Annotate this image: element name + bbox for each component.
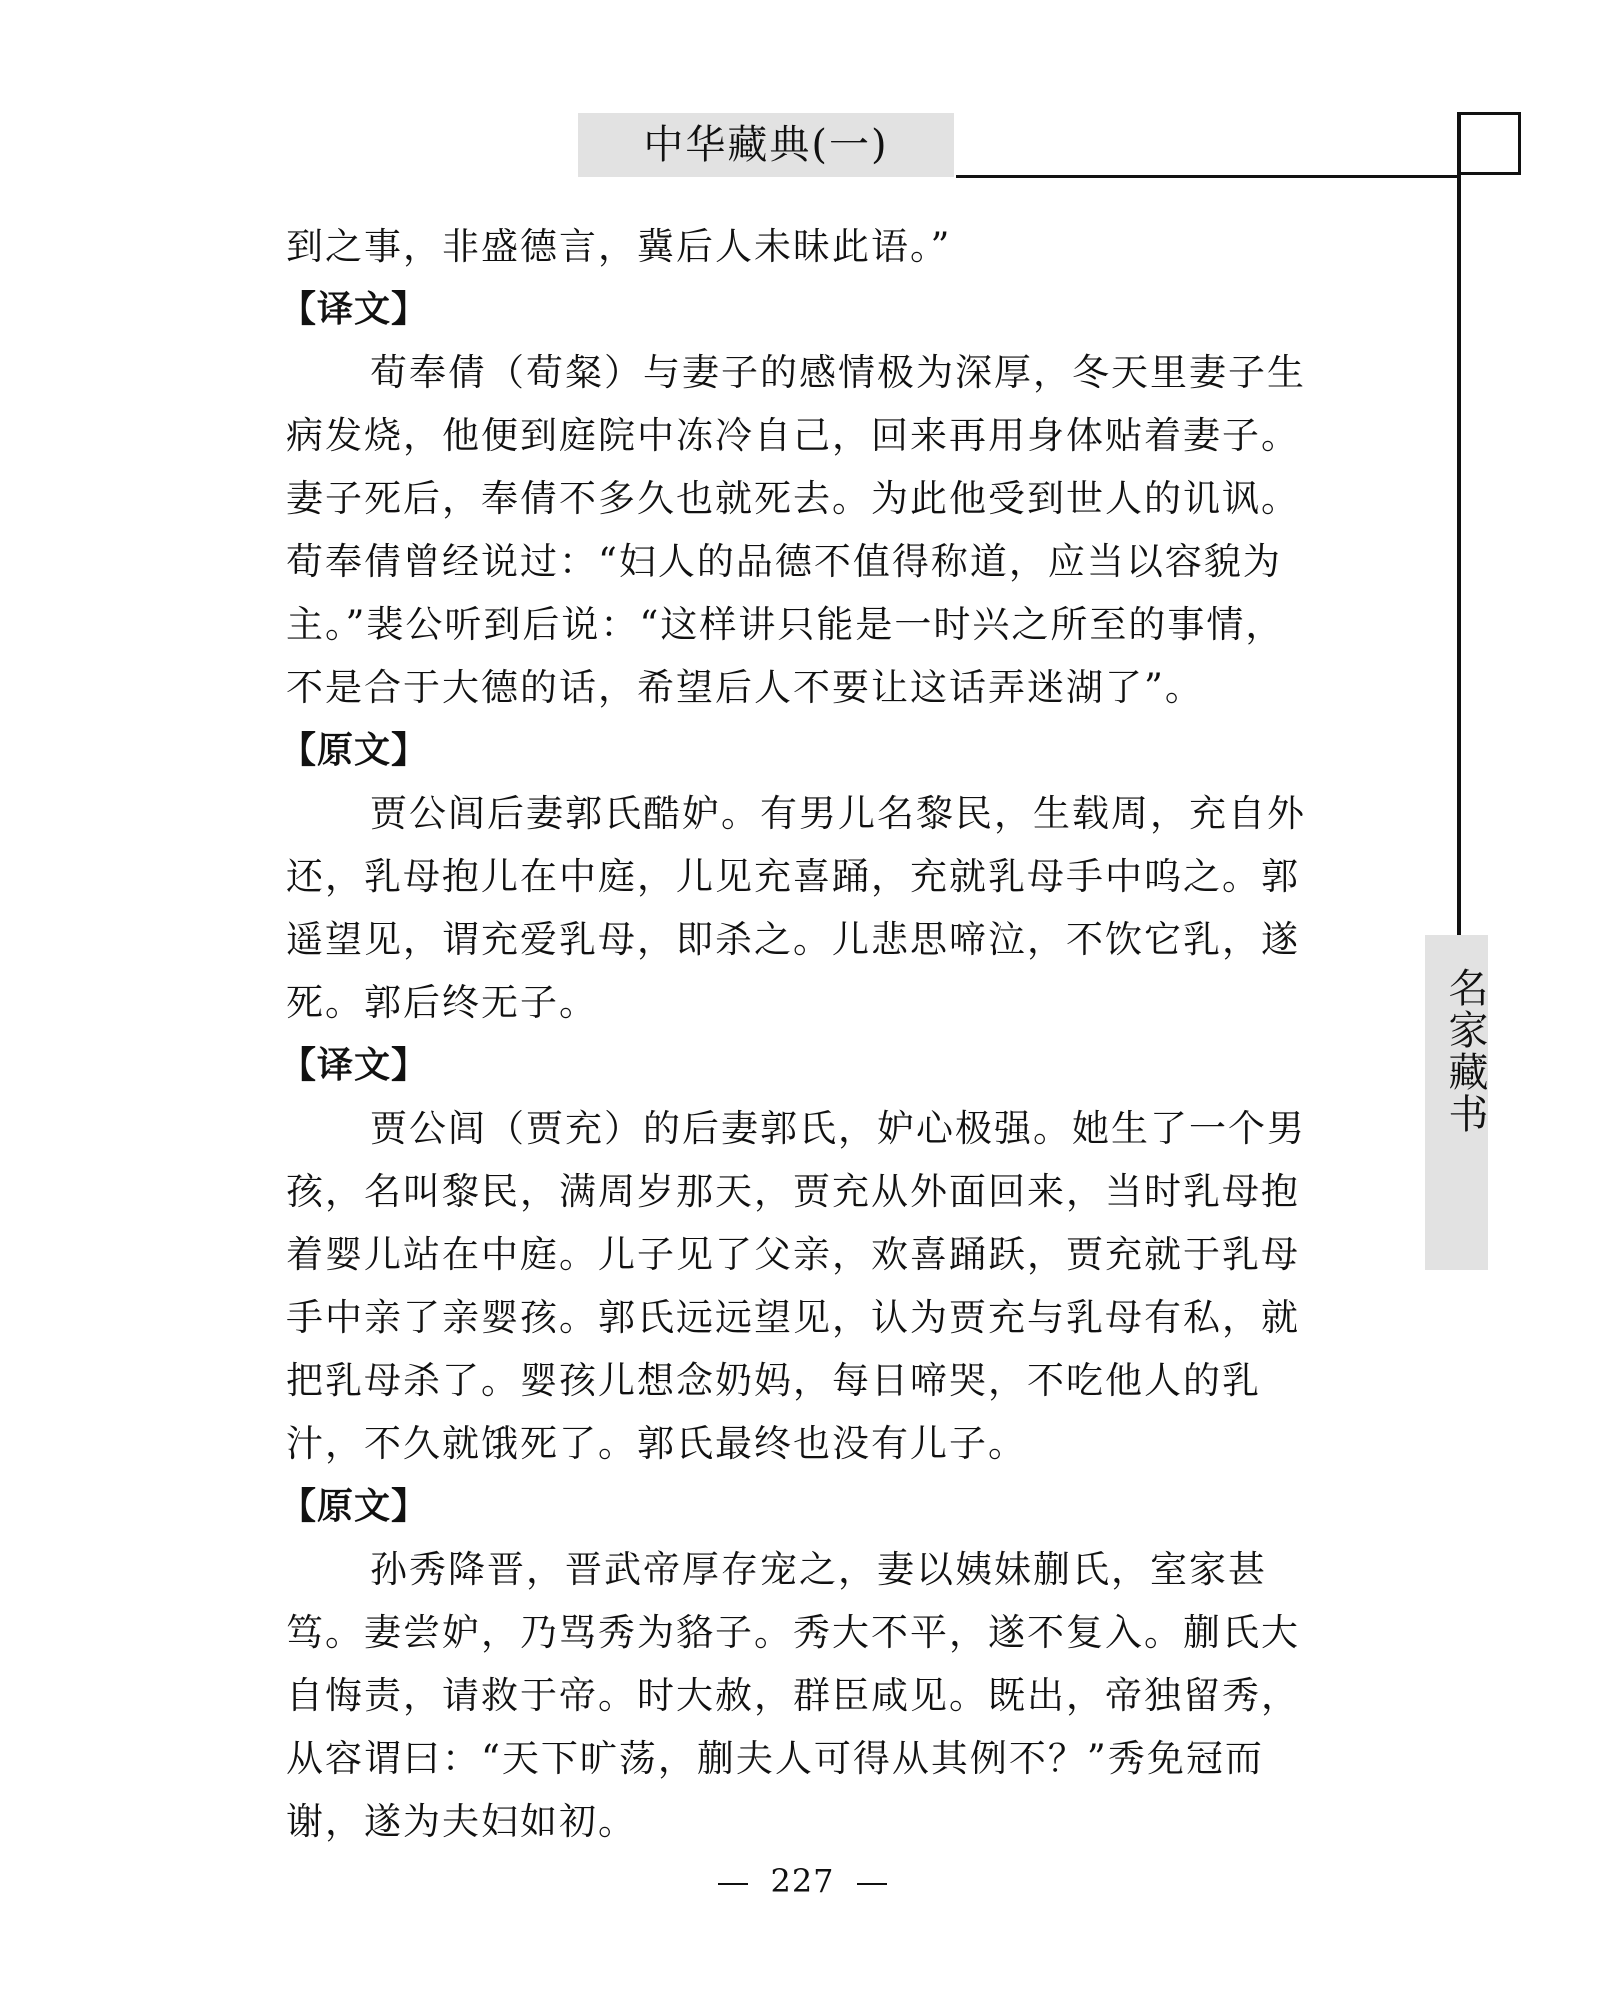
text-line: 贾公闾后妻郭氏酷妒。有男儿名黎民，生载周，充自外 — [370, 792, 1306, 835]
text-line: 不是合于大德的话，希望后人不要让这话弄迷湖了”。 — [286, 666, 1204, 709]
section-label-original: 【原文】 — [280, 730, 429, 771]
text-line: 汁，不久就饿死了。郭氏最终也没有儿子。 — [286, 1422, 1027, 1465]
header-rule — [956, 175, 1460, 178]
text-line: 荀奉倩（荀粲）与妻子的感情极为深厚，冬天里妻子生 — [370, 351, 1306, 394]
text-line: 妻子死后，奉倩不多久也就死去。为此他受到世人的讥讽。 — [286, 477, 1300, 520]
section-label-translation: 【译文】 — [280, 1045, 429, 1086]
page-body — [280, 215, 1376, 1853]
section-label-original: 【原文】 — [280, 1486, 429, 1527]
text-line: 病发烧，他便到庭院中冻冷自己，回来再用身体贴着妻子。 — [286, 414, 1300, 457]
corner-box — [1458, 112, 1521, 175]
page-number: 227 — [770, 1862, 835, 1900]
section-label-translation: 【译文】 — [280, 289, 429, 330]
side-tab-label: 名家藏书 — [1442, 967, 1488, 1135]
page-footer — [0, 1862, 1605, 1900]
paragraph — [286, 1538, 1376, 1853]
footer-dash-left — [718, 1883, 748, 1885]
text-line: 从容谓曰：“天下旷荡，蒯夫人可得从其例不？”秀免冠而 — [286, 1737, 1264, 1780]
paragraph — [286, 1097, 1376, 1475]
footer-dash-right — [857, 1883, 887, 1885]
text-line: 自悔责，请救于帝。时大赦，群臣咸见。既出，帝独留秀， — [286, 1674, 1300, 1717]
text-line: 死。郭后终无子。 — [286, 981, 598, 1024]
text-line: 孩，名叫黎民，满周岁那天，贾充从外面回来，当时乳母抱 — [286, 1170, 1300, 1213]
paragraph — [286, 782, 1376, 1034]
text-line: 到之事，非盛德言，冀后人未昧此语。” — [286, 225, 952, 268]
text-line: 着婴儿站在中庭。儿子见了父亲，欢喜踊跃，贾充就于乳母 — [286, 1233, 1300, 1276]
paragraph — [286, 341, 1376, 719]
text-line: 贾公闾（贾充）的后妻郭氏，妒心极强。她生了一个男 — [370, 1107, 1306, 1150]
text-line: 遥望见，谓充爱乳母，即杀之。儿悲思啼泣，不饮它乳，遂 — [286, 918, 1300, 961]
text-line: 笃。妻尝妒，乃骂秀为貉子。秀大不平，遂不复入。蒯氏大 — [286, 1611, 1300, 1654]
text-line: 把乳母杀了。婴孩儿想念奶妈，每日啼哭，不吃他人的乳 — [286, 1359, 1261, 1402]
text-line: 主。”裴公听到后说：“这样讲只能是一时兴之所至的事情， — [286, 603, 1285, 646]
text-line: 孙秀降晋，晋武帝厚存宠之，妻以姨妹蒯氏，室家甚 — [370, 1548, 1267, 1591]
running-head-title: 中华藏典(一) — [578, 113, 954, 177]
text-line: 荀奉倩曾经说过：“妇人的品德不值得称道，应当以容貌为 — [286, 540, 1282, 583]
text-line: 还，乳母抱儿在中庭，儿见充喜踊，充就乳母手中呜之。郭 — [286, 855, 1300, 898]
text-line: 手中亲了亲婴孩。郭氏远远望见，认为贾充与乳母有私，就 — [286, 1296, 1300, 1339]
text-line: 谢，遂为夫妇如初。 — [286, 1800, 637, 1843]
side-rule — [1457, 112, 1461, 940]
side-tab — [1425, 935, 1488, 1270]
